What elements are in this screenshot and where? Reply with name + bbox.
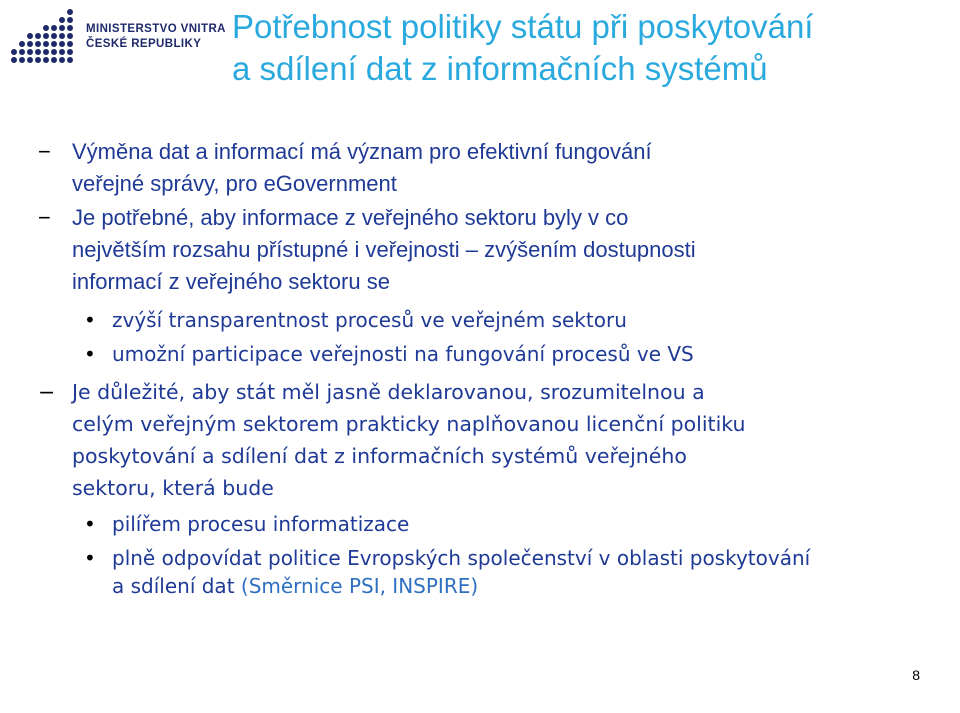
ministry-name-line1: MINISTERSTVO VNITRA xyxy=(86,23,226,35)
ministry-name-line2: ČESKÉ REPUBLIKY xyxy=(86,38,202,50)
ministry-logo xyxy=(0,0,230,72)
ministry-grid-logo-icon xyxy=(6,6,82,68)
bullet-item-3-line3: poskytování a sdílení dat z informačních systémů veřejného xyxy=(72,444,687,468)
sub-bullet-text: umožní participace veřejnosti na fungování procesů ve VS xyxy=(112,342,694,366)
bullet-item-2-line3: informací z veřejného sektoru se xyxy=(72,269,390,294)
sub-bullet-text-line1: plně odpovídat politice Evropských společenství v oblasti poskytování xyxy=(112,546,811,570)
bullet-item-2-line1: Je potřebné, aby informace z veřejného sektoru byly v co xyxy=(72,205,629,230)
bullet-item-3-line2: celým veřejným sektorem prakticky naplňovanou licenční politiku xyxy=(72,412,746,436)
dash-bullet: − xyxy=(38,205,51,230)
dot-bullet: • xyxy=(84,308,96,332)
slide-title-line1: Potřebnost politiky státu při poskytování xyxy=(232,8,814,45)
slide-title-line2: a sdílení dat z informačních systémů xyxy=(232,50,768,87)
dot-bullet: • xyxy=(84,342,96,366)
sub-bullet-text: zvýší transparentnost procesů ve veřejném sektoru xyxy=(112,308,627,332)
bullet-item-3-line4: sektoru, která bude xyxy=(72,476,274,500)
bullet-item-1-line2: veřejné správy, pro eGovernment xyxy=(72,171,397,196)
dot-bullet: • xyxy=(84,546,96,570)
slide-title xyxy=(232,6,952,90)
sub-bullet-text: pilířem procesu informatizace xyxy=(112,512,410,536)
bullet-item-3-line1: Je důležité, aby stát měl jasně deklarovanou, srozumitelnou a xyxy=(72,380,705,404)
dash-bullet: − xyxy=(38,380,56,404)
directive-reference: (Směrnice PSI, INSPIRE) xyxy=(240,574,479,598)
sub-bullet-text-line2: a sdílení dat xyxy=(112,574,241,598)
bullet-item-1-line1: Výměna dat a informací má význam pro efektivní fungování xyxy=(72,139,652,164)
dot-bullet: • xyxy=(84,512,96,536)
bullet-item-2-line2: největším rozsahu přístupné i veřejnosti – zvýšením dostupnosti xyxy=(72,237,696,262)
page-number: 8 xyxy=(912,667,920,683)
ministry-name xyxy=(86,22,226,52)
dash-bullet: − xyxy=(38,139,51,164)
